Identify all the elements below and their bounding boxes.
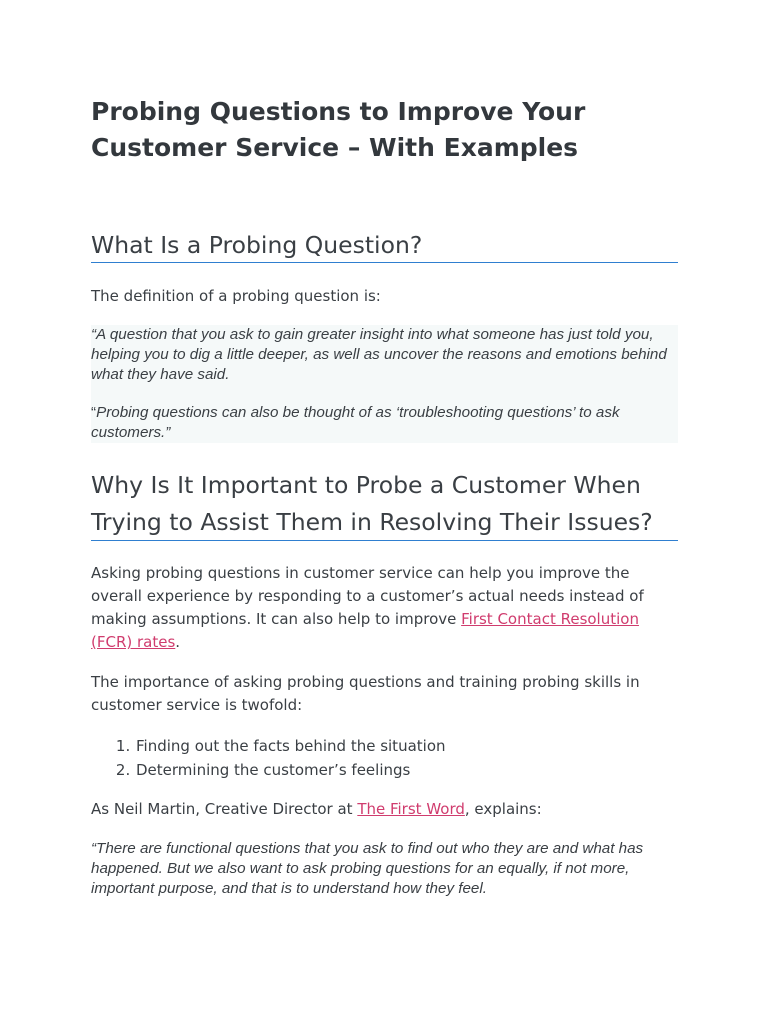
section-heading-what-is-probing: What Is a Probing Question?	[91, 228, 678, 263]
troubleshooting-quote	[91, 403, 678, 443]
importance-text: Asking probing questions in customer service can help you improve the overall experience by responding to a customer’s actual needs instead of making assumptions. It can also help to improve	[91, 564, 644, 628]
twofold-list	[91, 734, 678, 782]
list-item: 2. Determining the customer’s feelings	[135, 758, 678, 782]
open-quote-mark: “	[91, 404, 97, 421]
importance-paragraph	[91, 562, 678, 654]
explains-text: , explains:	[464, 800, 542, 818]
section-heading-why-important: Why Is It Important to Probe a Customer When Trying to Assist Them in Resolving Their Issues?	[91, 467, 678, 541]
neil-martin-text: As Neil Martin, Creative Director at	[91, 800, 358, 818]
article-title: Probing Questions to Improve Your Customer Service – With Examples	[91, 97, 586, 162]
neil-martin-quote: “There are functional questions that you ask to find out who they are and what has happened. But we also want to ask probing questions for an equally, if not more, important purpose, and that is to understand how they feel.	[91, 840, 644, 897]
definition-quote: “A question that you ask to gain greater insight into what someone has just told you, helping you to dig a little deeper, as well as uncover the reasons and emotions behind what they have said.	[91, 326, 667, 383]
neil-martin-paragraph	[91, 798, 678, 821]
troubleshooting-quote-text: Probing questions can also be thought of as ‘troubleshooting questions’ to ask customers.”	[91, 404, 620, 441]
definition-intro: The definition of a probing question is:	[91, 287, 381, 305]
list-item: 1. Finding out the facts behind the situation	[135, 734, 678, 758]
twofold-paragraph: The importance of asking probing questions and training probing skills in customer service is twofold:	[91, 673, 640, 714]
fcr-rates-link[interactable]: First Contact Resolution (FCR) rates	[91, 610, 639, 651]
the-first-word-link[interactable]: The First Word	[357, 800, 465, 818]
importance-period: .	[175, 633, 181, 651]
